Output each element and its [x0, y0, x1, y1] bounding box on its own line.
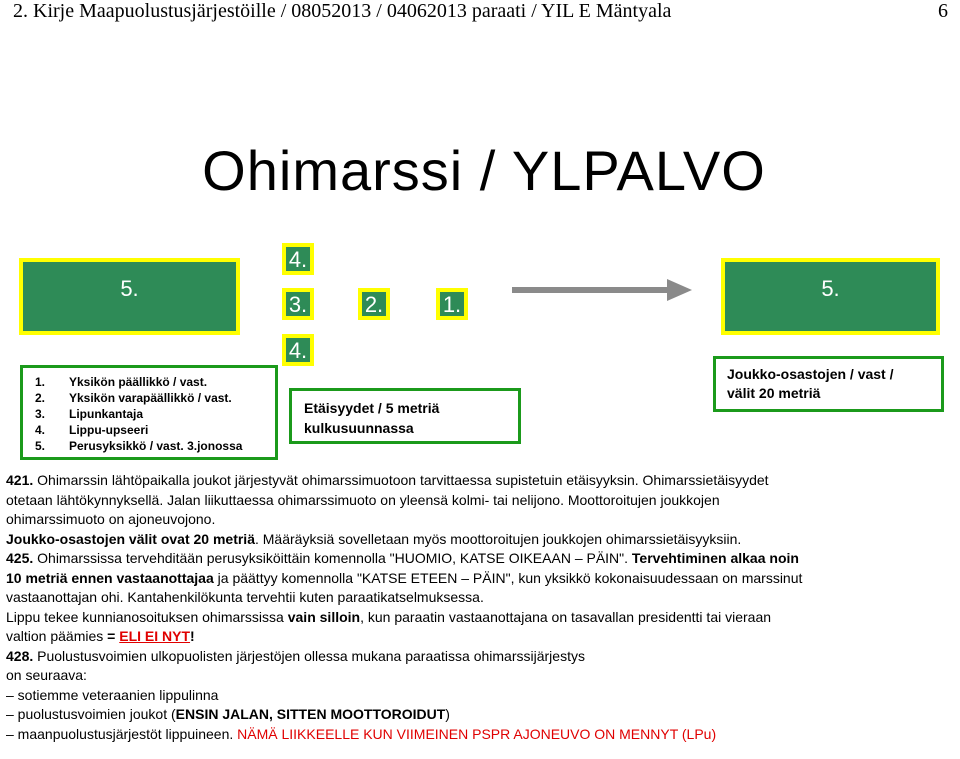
- legend-box: [20, 365, 278, 460]
- legend-item: 3. Lipunkantaja: [35, 407, 144, 421]
- position-square-flag-bearer: 3.: [282, 288, 314, 320]
- unit-interval-line: Joukko-osastojen välit ovat 20 metriä. Määräyksiä sovelletaan myös moottoroitujen joukkojen ohimarssietäisyyksiin.: [6, 530, 742, 547]
- paragraph-425-line: 425. Ohimarssissa tervehditään perusyksiköittäin komennolla "HUOMIO, KATSE OIKEAAN – PÄIN". Tervehtiminen alkaa noin: [6, 550, 799, 566]
- document-title: 2. Kirje Maapuolustusjärjestöille / 08052013 / 04062013 paraati / YIL E Mäntyala: [13, 0, 672, 22]
- order-list-item: – puolustusvoimien joukot (ENSIN JALAN, SITTEN MOOTTOROIDUT): [6, 706, 450, 722]
- alert-text: ELI EI NYT: [119, 628, 191, 644]
- legend-item: 1. Yksikön päällikkö / vast.: [35, 375, 208, 389]
- legend-item: 5. Perusyksikkö / vast. 3.jonossa: [35, 439, 243, 453]
- paragraph-421-line: ohimarssimuoto on ajoneuvojono.: [6, 511, 216, 527]
- paragraph-421-line: 421. Ohimarssin lähtöpaikalla joukot järjestyvät ohimarssimuotoon tarvittaessa supistetuin etäisyyksin. Ohimarssietäisyydet: [6, 472, 769, 488]
- paragraph-428-line: 428. Puolustusvoimien ulkopuolisten järjestöjen ollessa mukana paraatissa ohimarssijärjestys: [6, 647, 585, 664]
- paragraph-421-line: otetaan lähtökynnyksellä. Jalan liikuttaessa ohimarssimuoto on yleensä kolmi- tai nelijono. Moottoroitujen joukkojen: [6, 491, 720, 508]
- legend-item: 4. Lippu-upseeri: [35, 423, 149, 437]
- flag-rule-line: valtion päämies = ELI EI NYT!: [6, 628, 195, 644]
- position-square-deputy: 2.: [358, 288, 390, 320]
- order-list-item: – maanpuolustusjärjestöt lippuineen. NÄMÄ LIIKKEELLE KUN VIIMEINEN PSPR AJONEUVO ON MENNYT (LPu): [6, 725, 717, 742]
- direction-arrow-icon: [512, 279, 692, 303]
- paragraph-425-line: 10 metriä ennen vastaanottajaa ja päättyy komennolla "KATSE ETEEN – PÄIN", kun yksikkö kokonaisuudessaan on marssinut: [6, 569, 803, 586]
- unit-interval-note-box: Joukko-osastojen / vast / välit 20 metriä: [713, 356, 944, 412]
- unit-block-right-label: 5.: [821, 276, 840, 301]
- regulation-text: [6, 471, 946, 744]
- position-square-flag-officer-top: 4.: [282, 243, 314, 275]
- page-header: [0, 0, 960, 24]
- distance-note-box: Etäisyydet / 5 metriä kulkusuunnassa: [289, 388, 521, 444]
- paragraph-428-line: on seuraava:: [6, 667, 87, 683]
- unit-block-right: [721, 258, 940, 335]
- legend-item: 2. Yksikön varapäällikkö / vast.: [35, 391, 232, 405]
- flag-rule-line: Lippu tekee kunnianosoituksen ohimarssissa vain silloin, kun paraatin vastaanottajana on tasavallan presidentti tai vieraan: [6, 608, 772, 625]
- paragraph-425-line: vastaanottajan ohi. Kantahenkilökunta tervehtii kuten paraatikatselmuksessa.: [6, 589, 484, 605]
- unit-block-left: [19, 258, 240, 335]
- position-square-flag-officer-bottom: 4.: [282, 334, 314, 366]
- slide-title: Ohimarssi / YLPALVO: [202, 139, 766, 202]
- unit-block-left-label: 5.: [120, 276, 139, 301]
- position-square-commander: 1.: [436, 288, 468, 320]
- page-number: 6: [938, 0, 948, 22]
- alert-text: NÄMÄ LIIKKEELLE KUN VIIMEINEN PSPR AJONEUVO ON MENNYT (LPu): [237, 725, 717, 742]
- order-list-item: – sotiemme veteraanien lippulinna: [6, 686, 219, 703]
